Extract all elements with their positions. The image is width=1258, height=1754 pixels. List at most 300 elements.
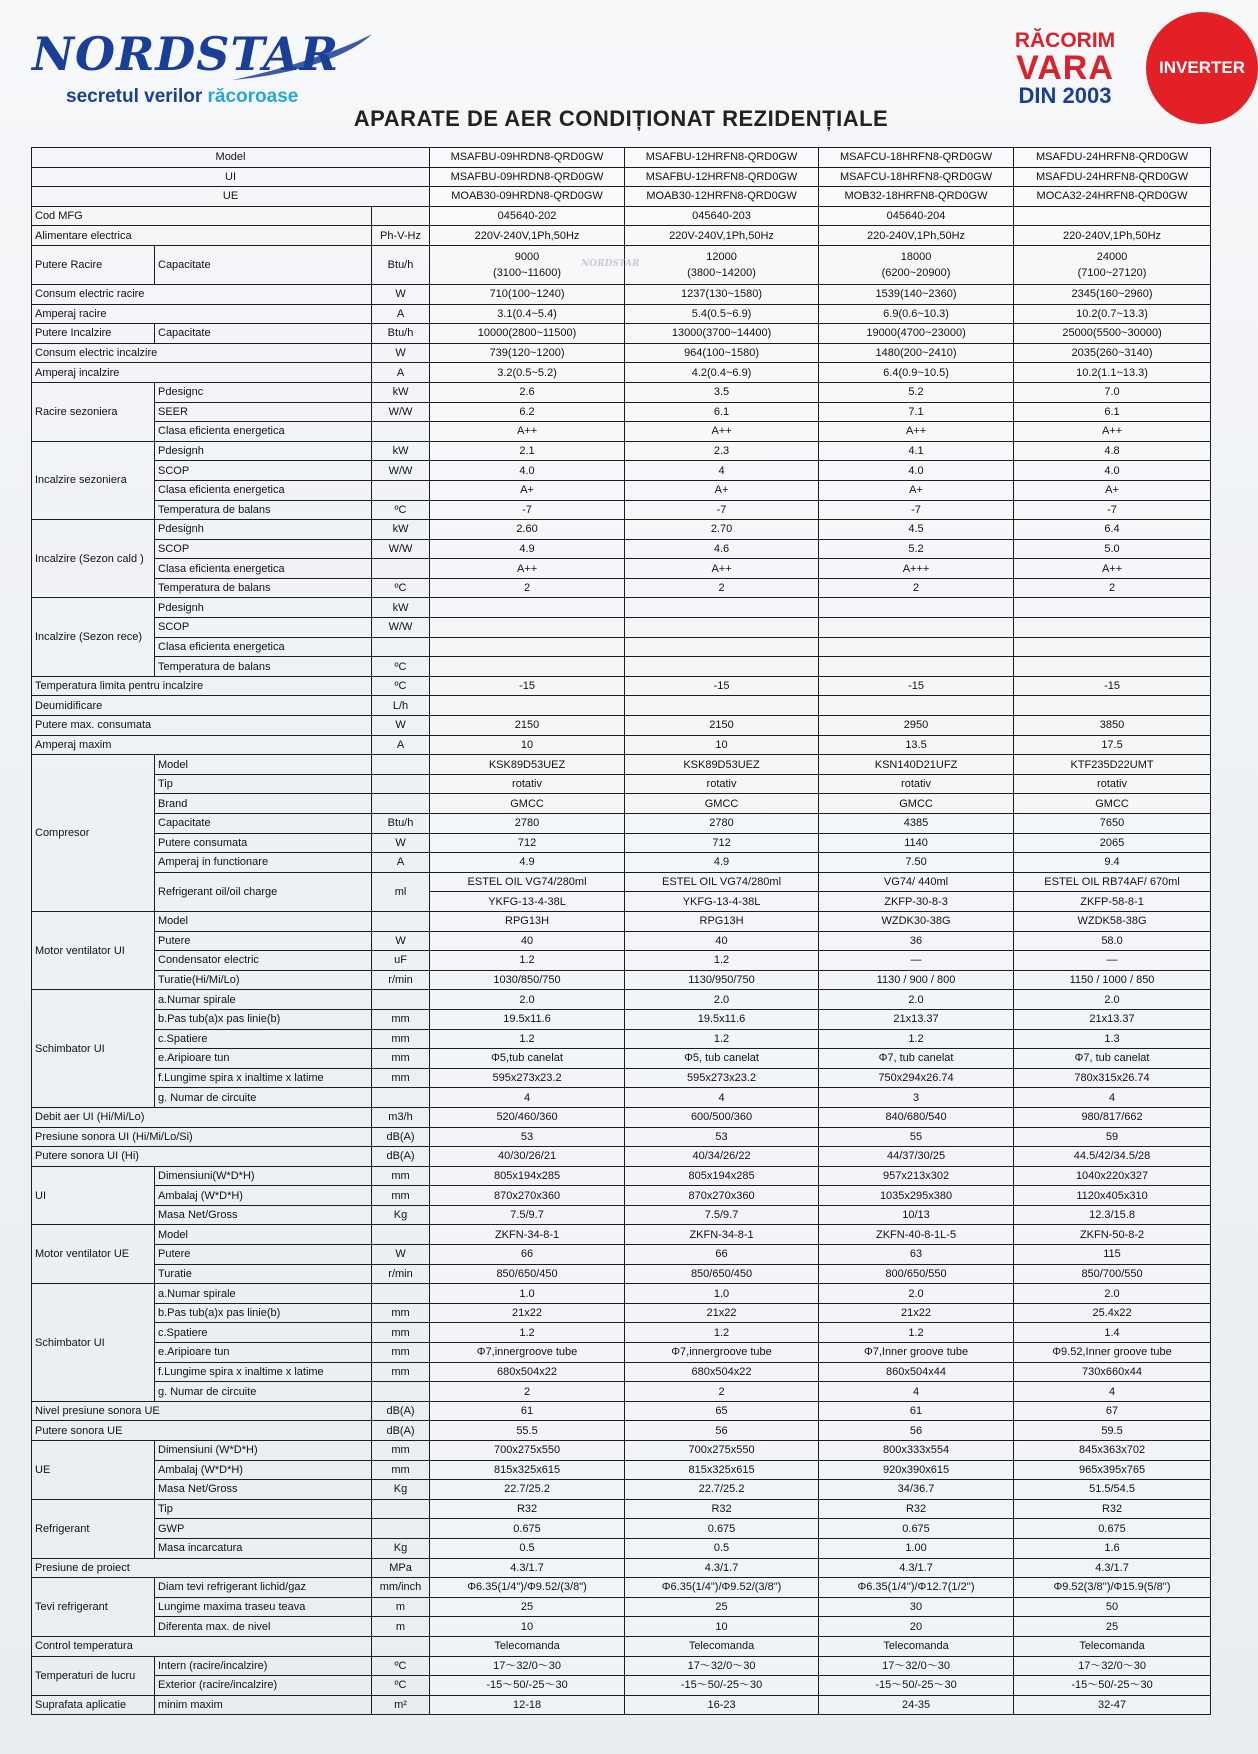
unit-cell: mm [372, 1460, 430, 1480]
value-cell: 2.6 [430, 382, 625, 402]
row-label: Putere sonora UI (Hi) [32, 1147, 372, 1167]
spec-row [32, 657, 1211, 677]
value-cell: MOAB30-09HRDN8-QRD0GW [430, 187, 625, 207]
group-label: Racire sezoniera [32, 382, 155, 441]
value-cell: 53 [430, 1127, 625, 1147]
sub-label: Tip [155, 774, 372, 794]
spec-row [32, 1029, 1211, 1049]
spec-row [32, 990, 1211, 1010]
sub-label: a.Numar spirale [155, 990, 372, 1010]
value-cell: Φ5, tub canelat [625, 1049, 819, 1069]
value-cell: -7 [625, 500, 819, 520]
value-cell: 56 [819, 1421, 1014, 1441]
capacity-range: (3100~11600) [493, 266, 562, 279]
value-cell: 65 [625, 1401, 819, 1421]
value-cell: 2345(160~2960) [1014, 284, 1211, 304]
sub-label: g. Numar de circuite [155, 1382, 372, 1402]
value-cell: 965x395x765 [1014, 1460, 1211, 1480]
value-cell: 2.0 [1014, 990, 1211, 1010]
row-label: Control temperatura [32, 1636, 372, 1656]
sub-label: SCOP [155, 539, 372, 559]
value-cell: 4.5 [819, 520, 1014, 540]
unit-cell: dB(A) [372, 1421, 430, 1441]
value-cell: 17～32/0～30 [430, 1656, 625, 1676]
unit-cell [372, 1382, 430, 1402]
sub-label: Putere [155, 1245, 372, 1265]
sub-label: GWP [155, 1519, 372, 1539]
sub-label: SCOP [155, 618, 372, 638]
value-cell: 7.5/9.7 [625, 1205, 819, 1225]
value-cell: 4.3/1.7 [430, 1558, 625, 1578]
value-cell: 19.5x11.6 [625, 1009, 819, 1029]
value-cell: A+++ [819, 559, 1014, 579]
value-cell: 22.7/25.2 [625, 1480, 819, 1500]
group-label: Refrigerant [32, 1499, 155, 1558]
value-cell: 220V-240V,1Ph,50Hz [430, 226, 625, 246]
campaign-line-1: RĂCORIM [1014, 29, 1116, 52]
spec-row [32, 206, 1211, 226]
spec-row [32, 794, 1211, 814]
value-cell: 750x294x26.74 [819, 1068, 1014, 1088]
value-cell: 7.5/9.7 [430, 1205, 625, 1225]
value-cell: 4 [819, 1382, 1014, 1402]
group-label: UI [32, 1166, 155, 1225]
unit-cell: mm [372, 1166, 430, 1186]
unit-cell [372, 206, 430, 226]
value-cell: 805x194x285 [430, 1166, 625, 1186]
sub-label: Pdesignh [155, 598, 372, 618]
value-cell: rotativ [1014, 774, 1211, 794]
spec-row [32, 931, 1211, 951]
value-cell: 12.3/15.8 [1014, 1205, 1211, 1225]
spec-row [32, 735, 1211, 755]
value-cell: 730x660x44 [1014, 1362, 1211, 1382]
sub-label: Model [155, 1225, 372, 1245]
value-cell: Telecomanda [430, 1636, 625, 1656]
unit-cell: Btu/h [372, 245, 430, 284]
value-cell: Φ9.52,Inner groove tube [1014, 1343, 1211, 1363]
value-cell: A+ [819, 480, 1014, 500]
value-cell: 25 [1014, 1617, 1211, 1637]
value-cell: 4.8 [1014, 441, 1211, 461]
unit-cell: mm [372, 1029, 430, 1049]
value-cell: Φ9.52(3/8'')/Φ15.9(5/8'') [1014, 1578, 1211, 1598]
sub-label: Condensator electric [155, 951, 372, 971]
sub-label: Putere [155, 931, 372, 951]
unit-cell [372, 990, 430, 1010]
value-cell: 6.4 [1014, 520, 1211, 540]
unit-cell: mm [372, 1049, 430, 1069]
unit-cell: m [372, 1617, 430, 1637]
value-cell: A++ [625, 559, 819, 579]
sub-label: Masa Net/Gross [155, 1205, 372, 1225]
spec-row [32, 1499, 1211, 1519]
sub-label: Pdesignh [155, 520, 372, 540]
value-cell: 6.1 [1014, 402, 1211, 422]
unit-cell [372, 1636, 430, 1656]
spec-row [32, 1303, 1211, 1323]
spec-row [32, 304, 1211, 324]
value-cell: 870x270x360 [430, 1186, 625, 1206]
spec-row [32, 1578, 1211, 1598]
sub-label: Diam tevi refrigerant lichid/gaz [155, 1578, 372, 1598]
unit-cell: A [372, 304, 430, 324]
spec-row [32, 951, 1211, 971]
row-label: Alimentare electrica [32, 226, 372, 246]
capacity-value: 24000 [1096, 250, 1128, 263]
spec-row [32, 1441, 1211, 1461]
value-cell: 0.5 [430, 1538, 625, 1558]
value-cell: 17.5 [1014, 735, 1211, 755]
row-label: Cod MFG [32, 206, 372, 226]
value-cell: ZKFP-58-8-1 [1014, 892, 1211, 912]
value-cell: WZDK30-38G [819, 911, 1014, 931]
value-cell: 4.0 [1014, 461, 1211, 481]
unit-cell [372, 1519, 430, 1539]
spec-row [32, 1225, 1211, 1245]
sub-label: Temperatura de balans [155, 578, 372, 598]
value-cell: 2.1 [430, 441, 625, 461]
value-cell: 4 [1014, 1382, 1211, 1402]
spec-row [32, 637, 1211, 657]
value-cell: 44.5/42/34.5/28 [1014, 1147, 1211, 1167]
value-cell: 3.1(0.4~5.4) [430, 304, 625, 324]
sub-label: e.Aripioare tun [155, 1343, 372, 1363]
value-cell: 3 [819, 1088, 1014, 1108]
spec-row [32, 1205, 1211, 1225]
value-cell: 19.5x11.6 [430, 1009, 625, 1029]
value-cell: 10.2(1.1~13.3) [1014, 363, 1211, 383]
value-cell: 595x273x23.2 [625, 1068, 819, 1088]
value-cell: 1030/850/750 [430, 970, 625, 990]
group-label: Temperaturi de lucru [32, 1656, 155, 1695]
spec-row [32, 1147, 1211, 1167]
spec-row [32, 1636, 1211, 1656]
row-label: Consum electric racire [32, 284, 372, 304]
value-cell: 2 [625, 1382, 819, 1402]
value-cell: 850/650/450 [430, 1264, 625, 1284]
spec-row [32, 226, 1211, 246]
value-cell: -15 [625, 676, 819, 696]
value-cell: 13000(3700~14400) [625, 324, 819, 344]
value-cell: 4 [1014, 1088, 1211, 1108]
value-cell: 4.0 [430, 461, 625, 481]
spec-row [32, 774, 1211, 794]
sub-label: Clasa eficienta energetica [155, 559, 372, 579]
unit-cell: ºC [372, 676, 430, 696]
value-cell: rotativ [819, 774, 1014, 794]
value-cell: GMCC [1014, 794, 1211, 814]
unit-cell [372, 559, 430, 579]
value-cell: 700x275x550 [430, 1441, 625, 1461]
spec-row [32, 1676, 1211, 1696]
value-cell: VG74/ 440ml [819, 872, 1014, 892]
value-cell: Φ7,innergroove tube [430, 1343, 625, 1363]
unit-cell: r/min [372, 1264, 430, 1284]
spec-row [32, 1049, 1211, 1069]
group-label: Suprafata aplicatie [32, 1695, 155, 1715]
value-cell: 220-240V,1Ph,50Hz [1014, 226, 1211, 246]
value-cell: 10/13 [819, 1205, 1014, 1225]
value-cell: MSAFBU-09HRDN8-QRD0GW [430, 167, 625, 187]
value-cell: Φ5,tub canelat [430, 1049, 625, 1069]
value-cell: rotativ [625, 774, 819, 794]
sub-label: Lungime maxima traseu teava [155, 1597, 372, 1617]
unit-cell: dB(A) [372, 1147, 430, 1167]
value-cell: 25.4x22 [1014, 1303, 1211, 1323]
spec-row [32, 441, 1211, 461]
spec-row [32, 1401, 1211, 1421]
unit-cell [372, 637, 430, 657]
value-cell [430, 637, 625, 657]
spec-row [32, 500, 1211, 520]
value-cell: 6.1 [625, 402, 819, 422]
row-label: Putere Incalzire [32, 324, 155, 344]
campaign-line-2: VARA [1016, 49, 1114, 87]
spec-row [32, 382, 1211, 402]
value-cell [1014, 245, 1211, 284]
value-cell: 815x325x615 [430, 1460, 625, 1480]
unit-cell: L/h [372, 696, 430, 716]
spec-table-wrap [31, 147, 1210, 1715]
value-cell: 24-35 [819, 1695, 1014, 1715]
brand-logo [32, 26, 362, 116]
sub-label: SEER [155, 402, 372, 422]
spec-row [32, 578, 1211, 598]
unit-cell [372, 911, 430, 931]
unit-cell: W/W [372, 618, 430, 638]
value-cell: Telecomanda [819, 1636, 1014, 1656]
value-cell: 520/460/360 [430, 1107, 625, 1127]
value-cell: 6.9(0.6~10.3) [819, 304, 1014, 324]
unit-cell: ml [372, 872, 430, 911]
value-cell: 2.0 [819, 990, 1014, 1010]
value-cell: R32 [430, 1499, 625, 1519]
row-label: Deumidificare [32, 696, 372, 716]
capacity-value: 9000 [514, 250, 540, 263]
spec-row [32, 363, 1211, 383]
value-cell [625, 696, 819, 716]
value-cell: 045640-204 [819, 206, 1014, 226]
sub-label: Masa Net/Gross [155, 1480, 372, 1500]
value-cell: 2 [430, 1382, 625, 1402]
unit-cell: mm [372, 1441, 430, 1461]
row-label: Amperaj racire [32, 304, 372, 324]
sub-label: Clasa eficienta energetica [155, 637, 372, 657]
header-label: UE [32, 187, 430, 207]
value-cell: 2150 [625, 716, 819, 736]
spec-row [32, 284, 1211, 304]
value-cell: Φ7,innergroove tube [625, 1343, 819, 1363]
value-cell: 115 [1014, 1245, 1211, 1265]
value-cell: 3.2(0.5~5.2) [430, 363, 625, 383]
unit-cell: Kg [372, 1538, 430, 1558]
value-cell: 1040x220x327 [1014, 1166, 1211, 1186]
value-cell: 0.675 [625, 1519, 819, 1539]
value-cell: 2.0 [625, 990, 819, 1010]
spec-row [32, 422, 1211, 442]
value-cell: ESTEL OIL VG74/280ml [430, 872, 625, 892]
sub-label: Turatie(Hi/Mi/Lo) [155, 970, 372, 990]
value-cell: R32 [625, 1499, 819, 1519]
unit-cell: m [372, 1597, 430, 1617]
sub-label: f.Lungime spira x inaltime x latime [155, 1362, 372, 1382]
spec-row [32, 814, 1211, 834]
sub-label: Model [155, 755, 372, 775]
value-cell: KSK89D53UEZ [430, 755, 625, 775]
spec-row [32, 716, 1211, 736]
value-cell [625, 657, 819, 677]
value-cell: Φ7, tub canelat [1014, 1049, 1211, 1069]
spec-row [32, 1538, 1211, 1558]
value-cell: 860x504x44 [819, 1362, 1014, 1382]
sub-label: Turatie [155, 1264, 372, 1284]
value-cell: 21x13.37 [1014, 1009, 1211, 1029]
spec-row [32, 696, 1211, 716]
row-label: Amperaj maxim [32, 735, 372, 755]
sub-label: Putere consumata [155, 833, 372, 853]
value-cell: WZDK58-38G [1014, 911, 1211, 931]
value-cell: 1035x295x380 [819, 1186, 1014, 1206]
value-cell: 1237(130~1580) [625, 284, 819, 304]
value-cell: 3850 [1014, 716, 1211, 736]
value-cell: 5.2 [819, 382, 1014, 402]
group-label: Compresor [32, 755, 155, 912]
value-cell: ESTEL OIL RB74AF/ 670ml [1014, 872, 1211, 892]
value-cell: 25 [625, 1597, 819, 1617]
value-cell: 17～32/0～30 [1014, 1656, 1211, 1676]
spec-row [32, 1597, 1211, 1617]
sub-label: Diferenta max. de nivel [155, 1617, 372, 1637]
spec-row [32, 1284, 1211, 1304]
value-cell: 4.0 [819, 461, 1014, 481]
value-cell: -15 [819, 676, 1014, 696]
value-cell [430, 657, 625, 677]
value-cell: 0.675 [430, 1519, 625, 1539]
sub-label: f.Lungime spira x inaltime x latime [155, 1068, 372, 1088]
value-cell: ZKFN-50-8-2 [1014, 1225, 1211, 1245]
spec-row [32, 1480, 1211, 1500]
spec-row [32, 1558, 1211, 1578]
row-label: Putere Racire [32, 245, 155, 284]
value-cell: 5.4(0.5~6.9) [625, 304, 819, 324]
sub-label: a.Numar spirale [155, 1284, 372, 1304]
capacity-range: (7100~27120) [1077, 266, 1147, 279]
value-cell [625, 637, 819, 657]
value-cell [819, 598, 1014, 618]
value-cell: 10 [625, 735, 819, 755]
group-label: Tevi refrigerant [32, 1578, 155, 1637]
value-cell: 845x363x702 [1014, 1441, 1211, 1461]
value-cell: 1130/950/750 [625, 970, 819, 990]
value-cell: 680x504x22 [625, 1362, 819, 1382]
value-cell: MSAFDU-24HRFN8-QRD0GW [1014, 148, 1211, 168]
unit-cell: Kg [372, 1205, 430, 1225]
spec-row [32, 1009, 1211, 1029]
header-label: Model [32, 148, 430, 168]
value-cell: 1.00 [819, 1538, 1014, 1558]
unit-cell: m² [372, 1695, 430, 1715]
value-cell: KTF235D22UMT [1014, 755, 1211, 775]
sub-label: Capacitate [155, 814, 372, 834]
value-cell: 0.5 [625, 1538, 819, 1558]
value-cell: 1150 / 1000 / 850 [1014, 970, 1211, 990]
unit-cell: W [372, 833, 430, 853]
value-cell: 21x13.37 [819, 1009, 1014, 1029]
value-cell: 964(100~1580) [625, 343, 819, 363]
sub-label: b.Pas tub(a)x pas linie(b) [155, 1303, 372, 1323]
unit-cell [372, 480, 430, 500]
value-cell: ZKFN-34-8-1 [625, 1225, 819, 1245]
value-cell: 2.0 [819, 1284, 1014, 1304]
value-cell [1014, 598, 1211, 618]
brand-tagline [66, 86, 298, 108]
unit-cell: uF [372, 951, 430, 971]
value-cell: Φ6.35(1/4'')/Φ12.7(1/2'') [819, 1578, 1014, 1598]
value-cell: 840/680/540 [819, 1107, 1014, 1127]
value-cell: 5.0 [1014, 539, 1211, 559]
value-cell: ZKFN-34-8-1 [430, 1225, 625, 1245]
capacity-range: (3800~14200) [687, 266, 756, 279]
unit-cell: kW [372, 441, 430, 461]
value-cell [1014, 696, 1211, 716]
value-cell: 63 [819, 1245, 1014, 1265]
unit-cell: ºC [372, 1676, 430, 1696]
value-cell: 800/650/550 [819, 1264, 1014, 1284]
value-cell: 920x390x615 [819, 1460, 1014, 1480]
group-label: Motor ventilator UE [32, 1225, 155, 1284]
value-cell: 870x270x360 [625, 1186, 819, 1206]
unit-cell: A [372, 853, 430, 873]
value-cell [819, 618, 1014, 638]
spec-row [32, 480, 1211, 500]
unit-cell: m3/h [372, 1107, 430, 1127]
value-cell: YKFG-13-4-38L [430, 892, 625, 912]
unit-cell [372, 1284, 430, 1304]
spec-row [32, 618, 1211, 638]
unit-cell: kW [372, 520, 430, 540]
value-cell: 045640-202 [430, 206, 625, 226]
value-cell: 980/817/662 [1014, 1107, 1211, 1127]
value-cell: Φ6.35(1/4")/Φ9.52/(3/8") [625, 1578, 819, 1598]
value-cell: MSAFCU-18HRFN8-QRD0GW [819, 167, 1014, 187]
value-cell: 4.3/1.7 [819, 1558, 1014, 1578]
spec-row [32, 833, 1211, 853]
spec-row [32, 520, 1211, 540]
value-cell: 4.3/1.7 [625, 1558, 819, 1578]
logo-swoosh-icon [222, 30, 382, 88]
group-label: Motor ventilator UI [32, 911, 155, 989]
value-cell: 1.2 [430, 1029, 625, 1049]
sub-label: SCOP [155, 461, 372, 481]
spec-row [32, 911, 1211, 931]
spec-row [32, 1245, 1211, 1265]
spec-row-putere-racire [32, 245, 1211, 284]
value-cell: 1120x405x310 [1014, 1186, 1211, 1206]
sub-label: Temperatura de balans [155, 657, 372, 677]
value-cell: 5.2 [819, 539, 1014, 559]
spec-row-putere-incalzire [32, 324, 1211, 344]
value-cell: MSAFBU-09HRDN8-QRD0GW [430, 148, 625, 168]
spec-row [32, 1460, 1211, 1480]
group-label: Incalzire sezoniera [32, 441, 155, 519]
value-cell: R32 [1014, 1499, 1211, 1519]
value-cell: 25000(5500~30000) [1014, 324, 1211, 344]
unit-cell: dB(A) [372, 1127, 430, 1147]
inverter-badge-label: INVERTER [1159, 58, 1245, 77]
value-cell: 1.2 [430, 951, 625, 971]
value-cell: 40/34/26/22 [625, 1147, 819, 1167]
